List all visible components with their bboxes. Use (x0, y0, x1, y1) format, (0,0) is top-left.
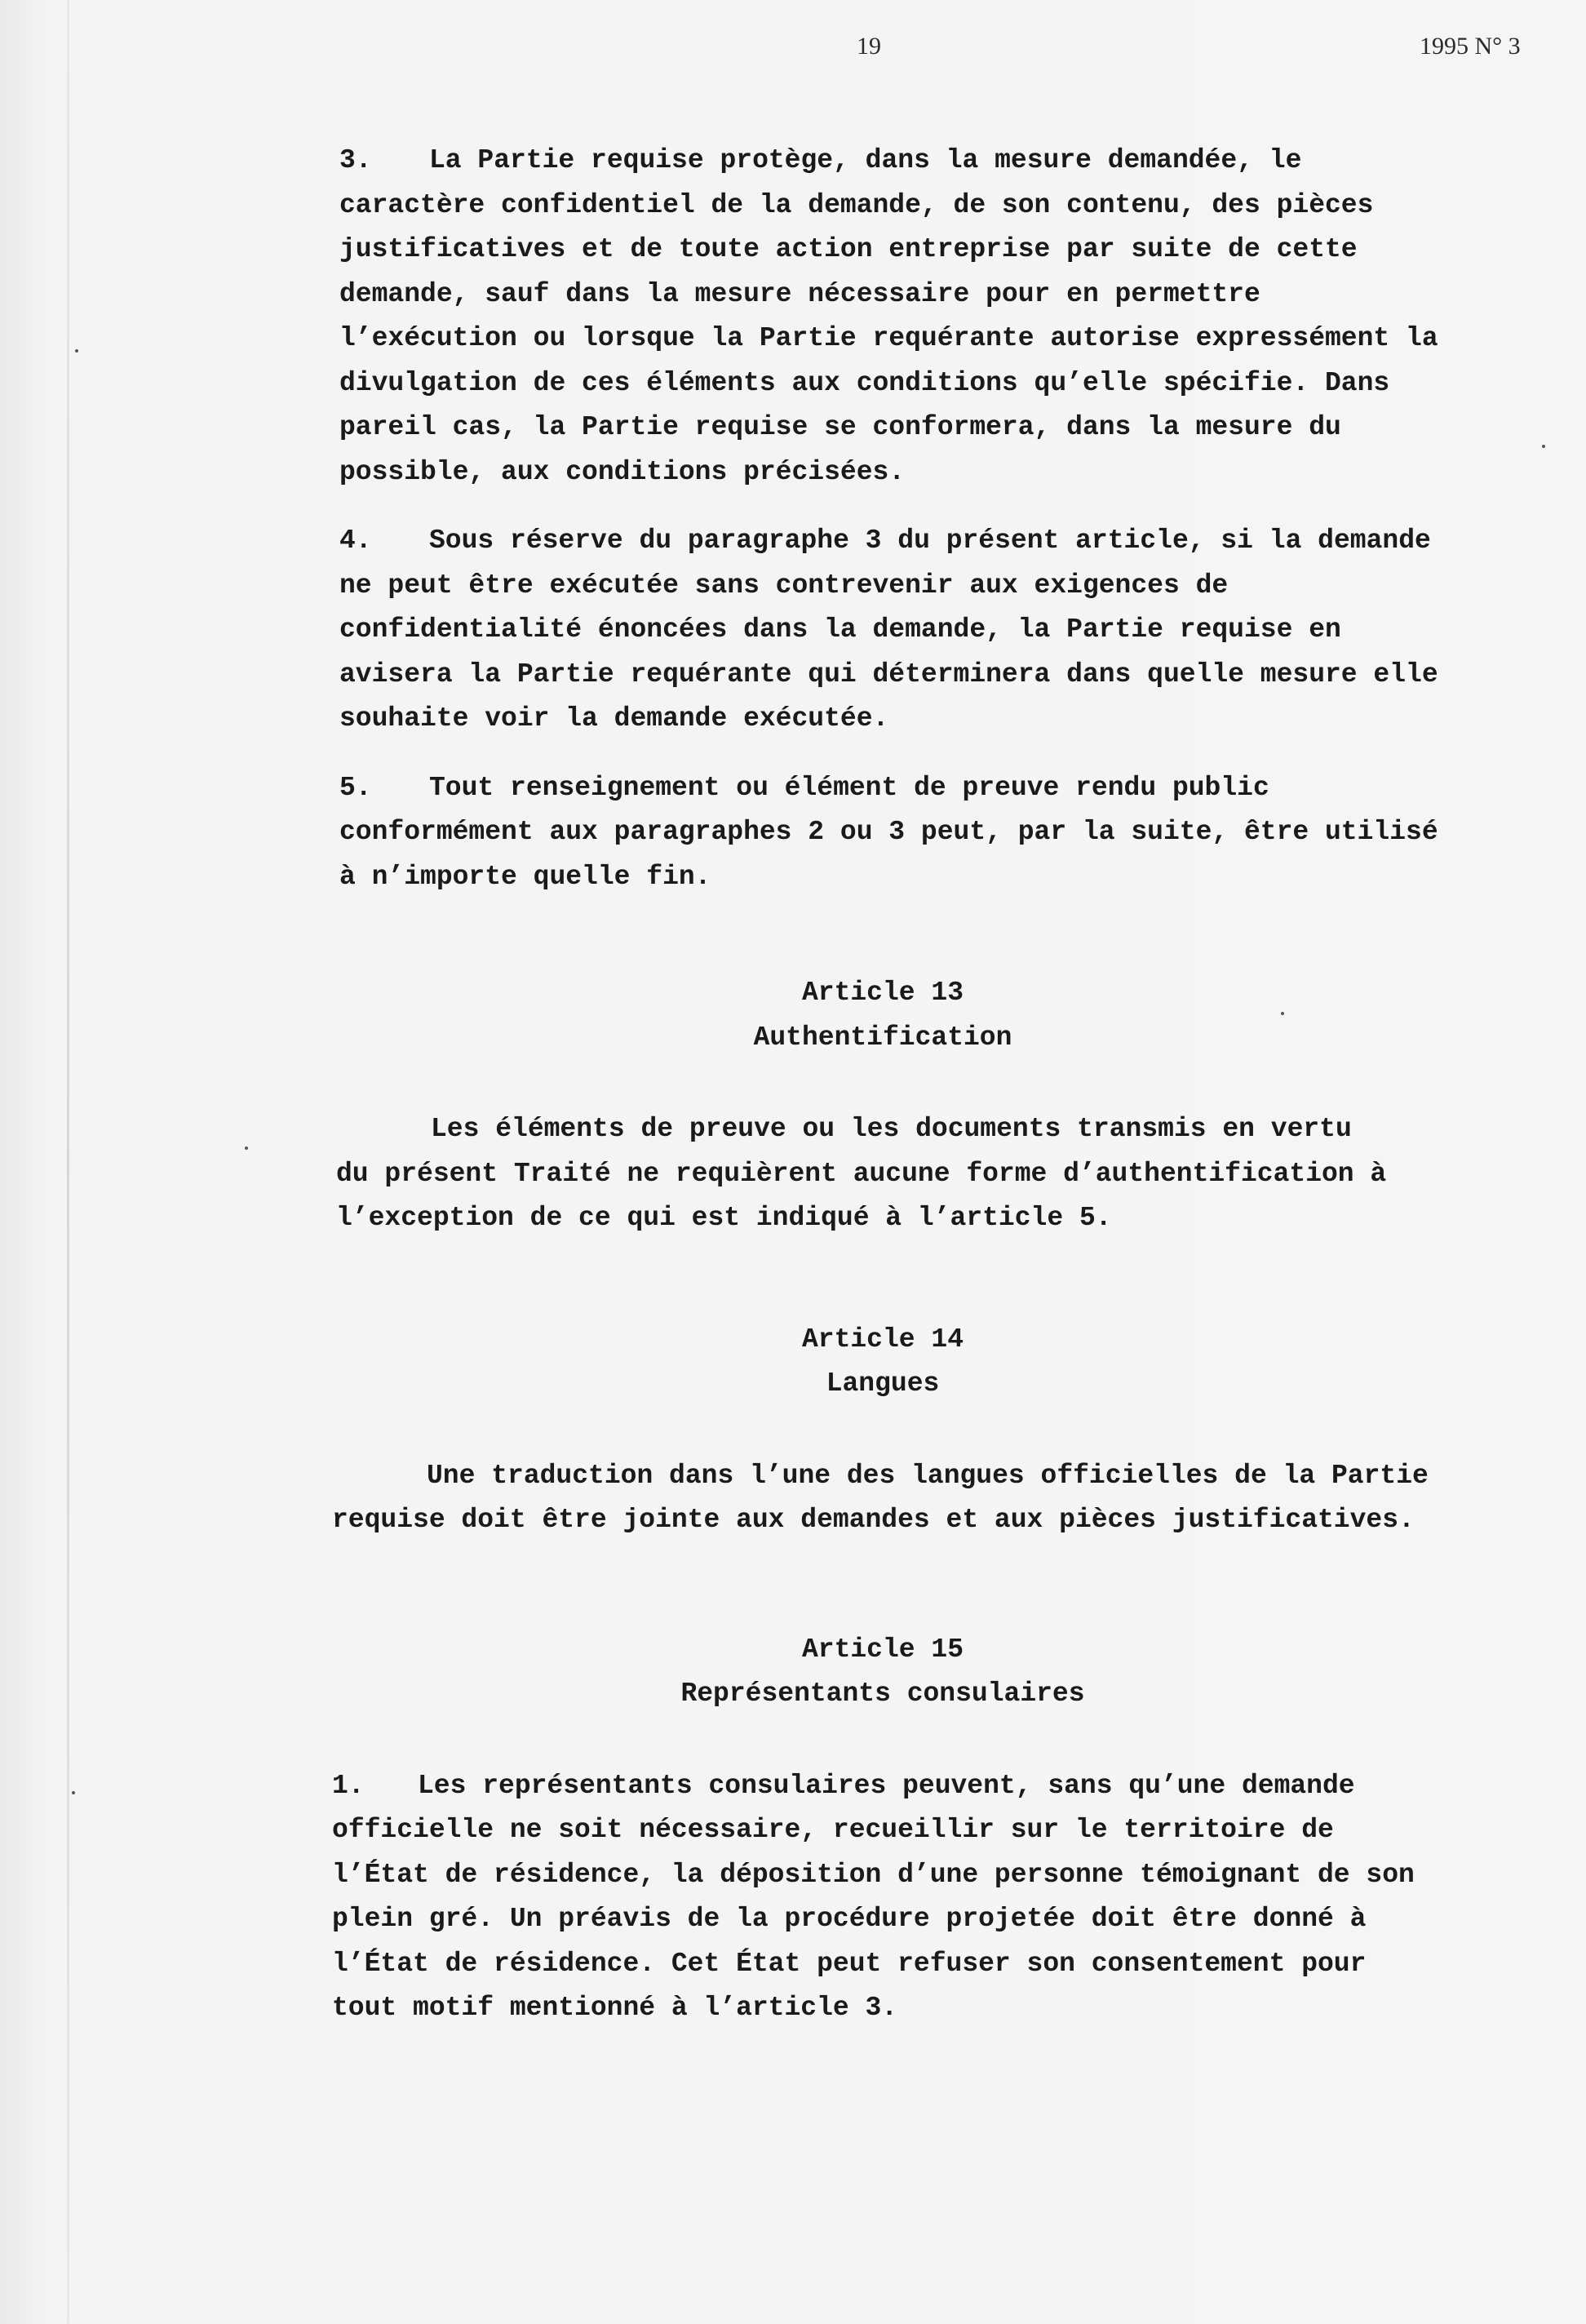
scan-speck (1281, 1012, 1284, 1015)
page-header (0, 33, 1586, 65)
scan-speck (1542, 445, 1545, 448)
article-13-title: Authentification (753, 1022, 1012, 1053)
paragraph-text: Tout renseignement ou élément de preuve rendu public conformément aux paragraphes 2 ou 3 peut, par la suite, être utilisé à n’importe quelle fin. (339, 772, 1438, 892)
page-fold (67, 0, 69, 2324)
paragraph-4 (339, 519, 1441, 742)
paragraph-text: La Partie requise protège, dans la mesure demandée, le caractère confidentiel de la demande, de son contenu, des pièces justificatives et de toute action entreprise par suite de cette demande, sauf dans la mesure nécessaire pour en permettre l’exécution ou lorsque la Partie requérante autorise expressément la divulgation de ces éléments aux conditions qu’elle spécifie. Dans pareil cas, la Partie requise se conformera, dans la mesure du possible, aux conditions précisées. (339, 145, 1438, 487)
gazette-reference: 1995 N° 3 (1420, 33, 1521, 60)
document-body (328, 139, 1454, 2031)
scan-speck (245, 1146, 248, 1150)
article-14-title: Langues (826, 1368, 940, 1399)
page-number: 19 (857, 33, 881, 60)
article-15-paragraph-1 (332, 1764, 1425, 2031)
paragraph-text: Les représentants consulaires peuvent, sans qu’une demande officielle ne soit nécessaire, recueillir sur le territoire de l’État de résidence, la déposition d’une personne témoignant de son plein gré. Un préavis de la procédure projetée doit être donné à l’État de résidence. Cet État peut refuser son consentement pour tout motif mentionné à l’article 3. (332, 1770, 1415, 2023)
article-13-number: Article 13 (801, 978, 964, 1008)
scan-speck (75, 349, 78, 353)
scan-speck (72, 1791, 75, 1794)
paragraph-3 (339, 139, 1441, 495)
article-14-text: Une traduction dans l’une des langues officielles de la Partie requise doit être jointe aux demandes et aux pièces justificatives. (332, 1460, 1429, 1535)
paragraph-number: 1. (332, 1770, 365, 1801)
paragraph-number: 4. (339, 526, 372, 556)
paragraph-5 (339, 766, 1441, 900)
paragraph-text: Sous réserve du paragraphe 3 du présent article, si la demande ne peut être exécutée sans contrevenir aux exigences de confidentialité énoncées dans la demande, la Partie requise en avisera la Partie requérante qui déterminera dans quelle mesure elle souhaite voir la demande exécutée. (339, 526, 1438, 734)
paragraph-number: 5. (339, 772, 372, 803)
paragraph-number: 3. (339, 145, 372, 175)
article-15-title: Représentants consulaires (680, 1679, 1085, 1709)
article-14-number: Article 14 (801, 1324, 964, 1355)
article-15-number: Article 15 (801, 1634, 964, 1665)
article-13-text: Les éléments de preuve ou les documents transmis en vertu du présent Traité ne requièrent aucune forme d’authentification à l’exception de ce qui est indiqué à l’article 5. (336, 1114, 1387, 1233)
